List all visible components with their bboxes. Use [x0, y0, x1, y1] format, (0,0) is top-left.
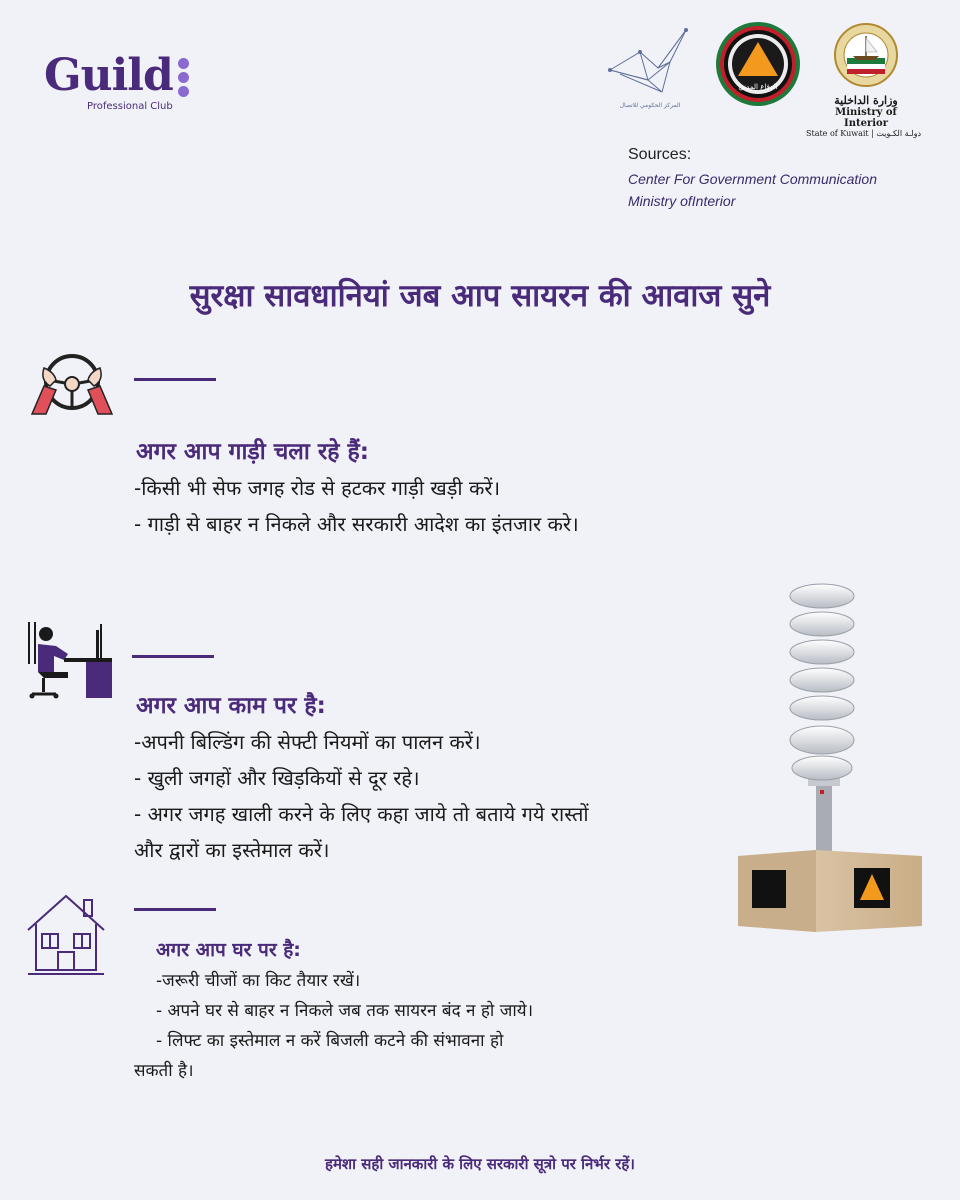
- work-line: -अपनी बिल्डिंग की सेफ्टी नियमों का पालन करें।: [134, 730, 481, 754]
- kuwait-emblem-icon: [833, 22, 899, 88]
- work-heading: अगर आप काम पर है:: [136, 693, 326, 719]
- section-divider: [134, 378, 216, 381]
- home-line: - लिफ्ट का इस्तेमाल न करें बिजली कटने की संभावना हो: [156, 1031, 504, 1051]
- moi-logo: [806, 22, 922, 146]
- section-divider: [134, 908, 216, 911]
- civil-defense-logo-text: الدفاع المدني: [738, 83, 778, 91]
- civil-defense-logo-icon: [714, 18, 802, 110]
- home-line: सकती है।: [134, 1061, 194, 1081]
- driving-line: - गाड़ी से बाहर न निकले और सरकारी आदेश का इंतजार करे।: [134, 512, 579, 536]
- moi-arabic-name: وزارة الداخلية: [834, 94, 898, 107]
- source-item: Ministry ofInterior: [628, 193, 736, 209]
- siren-tower-image: [736, 580, 922, 932]
- source-item: Center For Government Communication: [628, 171, 877, 187]
- steering-wheel-icon: [30, 350, 114, 416]
- home-line: - अपने घर से बाहर न निकले जब तक सायरन बंद न हो जाये।: [156, 1001, 534, 1021]
- driving-line: -किसी भी सेफ जगह रोड से हटकर गाड़ी खड़ी करें।: [134, 476, 501, 500]
- home-line: -जरूरी चीजों का किट तैयार रखें।: [156, 971, 361, 991]
- work-line: और द्वारों का इस्तेमाल करें।: [134, 838, 330, 862]
- ccg-logo-icon: [600, 22, 698, 112]
- brand-logo-text: Guild: [44, 50, 173, 101]
- footer-note: हमेशा सही जानकारी के लिए सरकारी सूत्रो पर निर्भर रहें।: [325, 1155, 635, 1173]
- sources-heading: Sources:: [628, 146, 692, 163]
- home-heading: अगर आप घर पर है:: [156, 939, 301, 961]
- moi-english-name: Ministry of Interior: [835, 107, 897, 129]
- house-icon: [24, 890, 108, 976]
- page-title: सुरक्षा सावधानियां जब आप सायरन की आवाज सुने: [189, 278, 771, 314]
- brand-tagline: Professional Club: [87, 101, 173, 112]
- brand-dots-icon: [178, 58, 190, 100]
- ccg-logo-text: المركز الحكومي للاتصال: [619, 102, 681, 109]
- office-worker-icon: [24, 618, 114, 700]
- work-line: - अगर जगह खाली करने के लिए कहा जाये तो बताये गये रास्तों: [134, 802, 589, 826]
- moi-state-label: State of Kuwait | دولـة الكـويت: [806, 129, 922, 138]
- driving-heading: अगर आप गाड़ी चला रहे हैं:: [136, 439, 369, 465]
- work-line: - खुली जगहों और खिड़कियों से दूर रहे।: [134, 766, 420, 790]
- section-divider: [132, 655, 214, 658]
